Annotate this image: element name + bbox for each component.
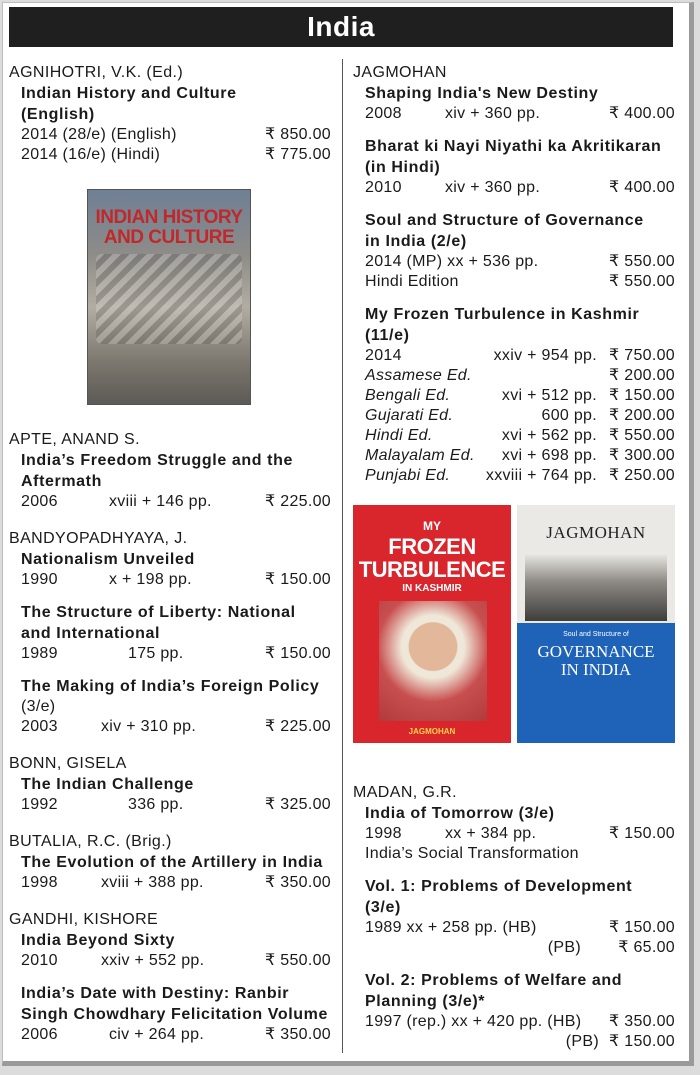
left-column xyxy=(9,63,331,1043)
book-entry xyxy=(353,970,675,1052)
book-title: The Making of India’s Foreign Policy xyxy=(21,678,320,695)
cover-title: FROZEN TURBULENCE xyxy=(358,534,506,582)
book-entry xyxy=(353,83,675,124)
book-cover-frozen-turbulence xyxy=(353,505,511,743)
cover-text: MY xyxy=(423,519,441,533)
author-name: BONN, GISELA xyxy=(9,755,127,772)
book-entry xyxy=(353,210,675,292)
series-subtitle: India’s Social Transformation xyxy=(365,845,579,862)
edition-row: Hindi Ed. xvi + 562 pp. ₹ 550.00 xyxy=(365,427,675,444)
pub-line: 2003 xiv + 310 pp. ₹ 225.00 xyxy=(21,718,331,735)
book-title-cont: (English) xyxy=(21,106,95,123)
section-banner: India xyxy=(9,7,673,47)
book-title: Bharat ki Nayi Niyathi ka Akritikaran xyxy=(365,138,662,155)
pub-line: (PB) ₹ 150.00 xyxy=(565,1033,675,1050)
book-title: Shaping India's New Destiny xyxy=(365,85,599,102)
author-name: BANDYOPADHYAYA, J. xyxy=(9,530,188,547)
book-title: Soul and Structure of Governance xyxy=(365,212,644,229)
pub-line: 2006 civ + 264 pp. ₹ 350.00 xyxy=(21,1026,331,1043)
cover-illustration xyxy=(96,254,242,344)
pub-line: 2014 (MP) xx + 536 pp. ₹ 550.00 xyxy=(365,253,675,270)
author-photo xyxy=(525,555,667,621)
cover-text: Soul and Structure of xyxy=(563,631,629,638)
edition-list xyxy=(365,346,675,486)
book-title-cont: and International xyxy=(21,625,161,642)
edition-row: 2014 xxiv + 954 pp. ₹ 750.00 xyxy=(365,347,675,364)
pub-line: (PB) ₹ 65.00 xyxy=(547,939,675,956)
author-name: AGNIHOTRI, V.K. (Ed.) xyxy=(9,64,184,81)
book-entry xyxy=(9,450,331,512)
book-entry xyxy=(9,549,331,590)
book-cover-governance xyxy=(517,505,675,743)
author-name: JAGMOHAN xyxy=(353,64,447,81)
book-entry xyxy=(353,136,675,198)
author-name: APTE, ANAND S. xyxy=(9,431,140,448)
author-entry-bandyopadhyaya xyxy=(9,529,331,737)
book-entry xyxy=(9,774,331,815)
edition-line: 2014 (16/e) (Hindi) ₹ 775.00 xyxy=(21,146,331,163)
book-entry xyxy=(353,304,675,486)
pub-line: 1989 175 pp. ₹ 150.00 xyxy=(21,645,331,662)
catalog-page xyxy=(2,2,694,1066)
pub-line: 2010 xiv + 360 pp. ₹ 400.00 xyxy=(365,179,675,196)
pub-line: 2008 xiv + 360 pp. ₹ 400.00 xyxy=(365,105,675,122)
author-entry-butalia xyxy=(9,832,331,893)
book-title: The Indian Challenge xyxy=(21,776,194,793)
right-column xyxy=(353,63,675,1050)
book-title: India of Tomorrow (3/e) xyxy=(365,805,555,822)
edition-row: Malayalam Ed. xvi + 698 pp. ₹ 300.00 xyxy=(365,447,675,464)
book-title: India’s Date with Destiny: Ranbir xyxy=(21,985,290,1002)
book-title-cont: in India (2/e) xyxy=(365,233,467,250)
book-entry xyxy=(9,602,331,664)
pub-line: Hindi Edition ₹ 550.00 xyxy=(365,273,675,290)
book-title: India Beyond Sixty xyxy=(21,932,175,949)
pub-line: 1992 336 pp. ₹ 325.00 xyxy=(21,796,331,813)
cover-author: JAGMOHAN xyxy=(408,727,456,736)
book-title: Indian History and Culture xyxy=(21,85,237,102)
author-name: BUTALIA, R.C. (Brig.) xyxy=(9,833,172,850)
book-title: India’s Freedom Struggle and the xyxy=(21,452,293,469)
edition-row: Bengali Ed. xvi + 512 pp. ₹ 150.00 xyxy=(365,387,675,404)
pub-line: 1997 (rep.) xx + 420 pp. (HB) ₹ 350.00 xyxy=(365,1013,675,1030)
author-entry-madan xyxy=(353,783,675,1052)
author-photo xyxy=(379,601,487,721)
book-title-cont: (3/e) xyxy=(365,899,401,916)
book-cover-indian-history xyxy=(87,189,251,405)
book-title: Vol. 1: Problems of Development xyxy=(365,878,633,895)
book-title-cont: Singh Chowdhary Felicitation Volume xyxy=(21,1006,328,1023)
edition-line: 2014 (28/e) (English) ₹ 850.00 xyxy=(21,126,331,143)
book-entry xyxy=(9,930,331,971)
edition-row: Punjabi Ed. xxviii + 764 pp. ₹ 250.00 xyxy=(365,467,675,484)
cover-text: IN KASHMIR xyxy=(402,583,462,594)
author-name: GANDHI, KISHORE xyxy=(9,911,159,928)
book-entry xyxy=(353,803,675,864)
book-title: The Evolution of the Artillery in India xyxy=(21,854,323,871)
pub-line: 1989 xx + 258 pp. (HB) ₹ 150.00 xyxy=(365,919,675,936)
author-entry-gandhi xyxy=(9,910,331,1045)
book-entry xyxy=(9,983,331,1045)
cover-title: INDIAN HISTORY AND CULTURE xyxy=(95,207,243,248)
pub-line: 1998 xx + 384 pp. ₹ 150.00 xyxy=(365,825,675,842)
book-title-cont: (in Hindi) xyxy=(365,159,441,176)
book-title: Nationalism Unveiled xyxy=(21,551,195,568)
column-divider xyxy=(342,59,343,1053)
pub-line: 2010 xxiv + 552 pp. ₹ 550.00 xyxy=(21,952,331,969)
book-entry xyxy=(353,876,675,958)
book-title-cont: Aftermath xyxy=(21,473,102,490)
book-title: Vol. 2: Problems of Welfare and xyxy=(365,972,623,989)
cover-title: GOVERNANCE IN INDIA xyxy=(537,642,655,679)
book-title-cont: (11/e) xyxy=(365,327,410,344)
author-name: MADAN, G.R. xyxy=(353,784,457,801)
author-entry-agnihotri xyxy=(9,63,331,165)
book-entry xyxy=(9,852,331,893)
book-title-cont: Planning (3/e)* xyxy=(365,993,486,1010)
pub-line: 2006 xviii + 146 pp. ₹ 225.00 xyxy=(21,493,331,510)
cover-author: JAGMOHAN xyxy=(546,523,646,542)
book-entry xyxy=(9,676,331,737)
pub-line: 1990 x + 198 pp. ₹ 150.00 xyxy=(21,571,331,588)
book-title: My Frozen Turbulence in Kashmir xyxy=(365,306,640,323)
book-entry xyxy=(9,83,331,165)
pub-line: 1998 xviii + 388 pp. ₹ 350.00 xyxy=(21,874,331,891)
edition: (3/e) xyxy=(21,698,56,715)
author-entry-jagmohan xyxy=(353,63,675,486)
edition-row: Gujarati Ed. 600 pp. ₹ 200.00 xyxy=(365,407,675,424)
book-title: The Structure of Liberty: National xyxy=(21,604,296,621)
edition-row: Assamese Ed. ₹ 200.00 xyxy=(365,367,675,384)
author-entry-apte xyxy=(9,430,331,512)
author-entry-bonn xyxy=(9,754,331,815)
